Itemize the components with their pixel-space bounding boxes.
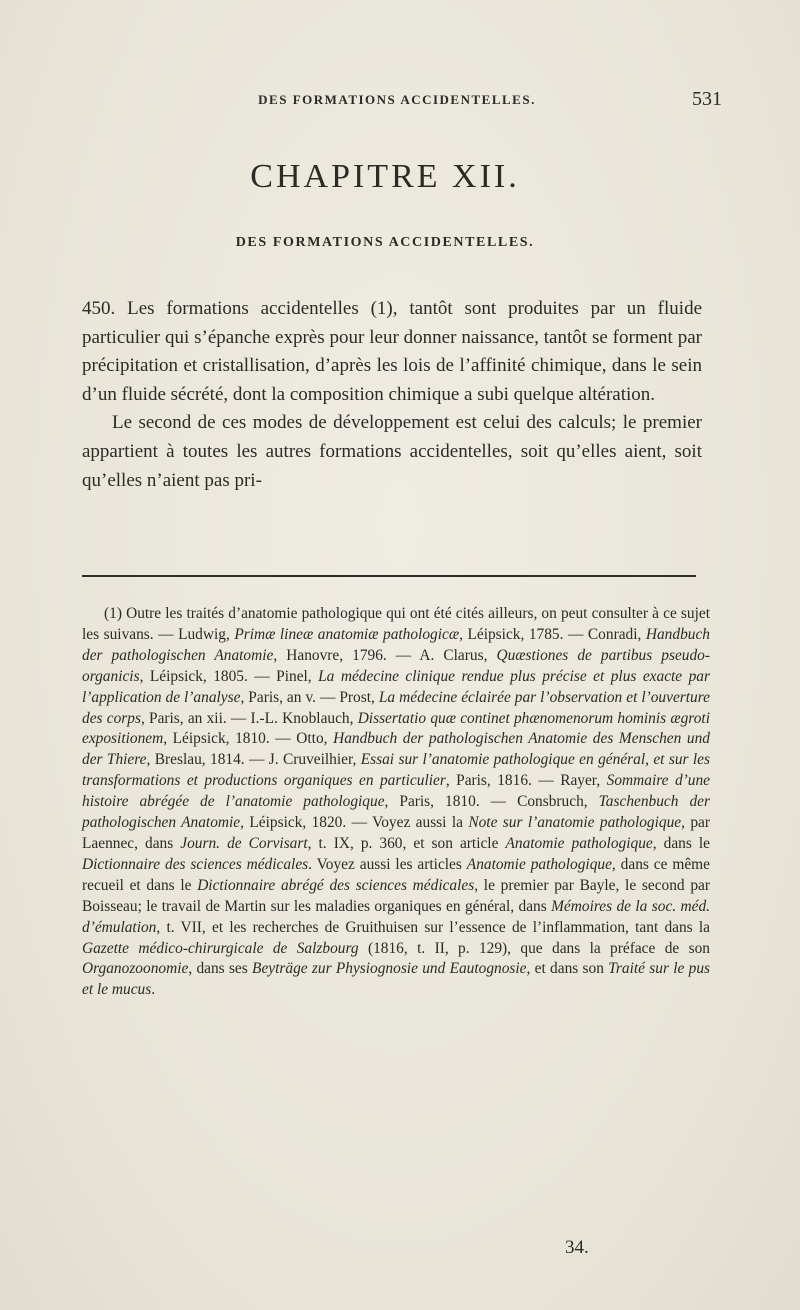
footnote-segment-italic: Anatomie pathologique xyxy=(466,855,612,873)
footnote-segment-italic: Journ. de Corvisart xyxy=(180,834,308,852)
running-head-title: DES FORMATIONS ACCIDENTELLES. xyxy=(258,92,536,107)
footnote-segment: , dans ce même recueil et dans le xyxy=(82,855,710,894)
footnote-segment: , Paris, an xii. — I.-L. Knoblauch, xyxy=(140,709,358,727)
footnote-segment: . Voyez aussi les articles xyxy=(308,855,467,873)
footnote-segment-italic: Organozoonomie xyxy=(82,960,189,978)
footnote-segment: , Paris, 1816. — Rayer, xyxy=(445,772,607,790)
footnote-segment: , dans le xyxy=(652,834,710,852)
footnote-segment-italic: Dictionnaire des sciences médicales xyxy=(82,855,309,873)
footnote-segment-italic: Taschenbuch der pathologischen Anatomie xyxy=(82,793,710,832)
footnote-segment-italic: Sommaire d’une histoire abrégée de l’anatomie pathologique xyxy=(82,772,710,811)
footnote-segment: , t. VII, et les recherches de Gruithuisen sur l’essence de l’inflammation, tant dans la xyxy=(156,918,710,936)
footnote-segment: . xyxy=(151,981,156,999)
footnote-segment: , Léipsick, 1810. — Otto, xyxy=(163,730,334,748)
footnote-text xyxy=(82,604,710,1001)
running-head xyxy=(82,88,722,114)
footnote-segment: , Paris, 1810. — Consbruch, xyxy=(384,793,599,811)
footnote-segment-italic: Dissertatio quæ continet phænomenorum hominis ægroti expositionem xyxy=(82,709,710,748)
footnote-segment: , Hanovre, 1796. — A. Clarus, xyxy=(273,646,497,664)
footnote-segment-italic: La médecine éclairée par l’observation et l’ouverture des corps xyxy=(82,688,711,727)
footnote-segment: , t. IX, p. 360, et son article xyxy=(307,834,506,852)
footnote xyxy=(82,604,710,1001)
main-text xyxy=(82,295,702,495)
footnote-segment-italic: Beyträge zur Physiognosie und Eautognosie xyxy=(252,960,527,978)
chapter-title: CHAPITRE XII. xyxy=(250,158,520,195)
footnote-segment: (1) Outre les traités d’anatomie pathologique qui ont été cités ailleurs, on peut consulter à ce sujet les suivans. — Ludwig, xyxy=(82,605,710,643)
footnote-segment-italic: Note sur l’anatomie pathologique xyxy=(468,814,682,832)
footnote-segment-italic: La médecine clinique rendue plus précise et plus exacte par l’application de l’analyse xyxy=(82,667,710,706)
footnote-segment-italic: Gazette médico-chirurgicale de Salzbourg xyxy=(82,939,359,957)
footnote-segment: , Léipsick, 1805. — Pinel, xyxy=(139,667,319,685)
footnote-segment: , Léipsick, 1785. — Conradi, xyxy=(459,625,646,643)
footnote-segment-italic: Mémoires de la soc. méd. d’émulation xyxy=(82,897,710,936)
footnote-segment: , dans ses xyxy=(188,960,253,978)
section-title: DES FORMATIONS ACCIDENTELLES. xyxy=(235,235,535,250)
footnote-segment-italic: Dictionnaire abrégé des sciences médicales xyxy=(197,876,475,894)
footnote-segment: , Breslau, 1814. — J. Cruveilhier, xyxy=(146,751,361,769)
page-number: 531 xyxy=(692,88,722,110)
footnote-segment-italic: Handbuch der pathologischen Anatomie des Menschen und der Thiere xyxy=(82,730,710,769)
footnote-segment-italic: Handbuch der pathologischen Anatomie xyxy=(82,625,710,664)
footnote-segment: , Léipsick, 1820. — Voyez aussi la xyxy=(240,814,469,832)
footnote-segment-italic: Anatomie pathologique xyxy=(505,834,653,852)
footnote-segment-italic: Quæstiones de partibus pseudo-organicis xyxy=(82,646,710,685)
footnote-segment: (1816, t. II, p. 129), que dans la préface de son xyxy=(358,939,710,957)
footnote-segment-italic: Primæ lineæ anatomiæ pathologicæ xyxy=(234,625,460,643)
footnote-segment: , et dans son xyxy=(526,960,609,978)
paragraph-450: 450. Les formations accidentelles (1), tantôt sont produites par un fluide particulier qui s’épanche exprès pour leur donner naissance, tantôt se forment par précipitation et cristallisation, d’après les lois de l’affinité chimique, dans le sein d’un fluide sécrété, dont la composition chimique a subi quelque altération. xyxy=(82,298,702,405)
footnote-segment: , Paris, an v. — Prost, xyxy=(240,688,379,706)
paragraph-2: Le second de ces modes de développement est celui des calculs; le premier appartient à toutes les autres formations accidentelles, soit qu’elles aient, soit qu’elles n’aient pas pri- xyxy=(82,412,702,491)
footnote-segment: , par Laennec, dans xyxy=(82,814,711,852)
footnote-rule xyxy=(82,575,696,577)
footnote-segment: , le premier par Bayle, le second par Boisseau; le travail de Martin sur les maladies organiques en général, dans xyxy=(82,876,710,915)
footnote-segment-italic: Essai sur l’anatomie pathologique en général, et sur les transformations et productions organiques en particulier xyxy=(82,751,710,790)
signature-mark: 34. xyxy=(565,1237,589,1258)
footnote-segment-italic: Traité sur le pus et le mucus xyxy=(82,960,710,999)
